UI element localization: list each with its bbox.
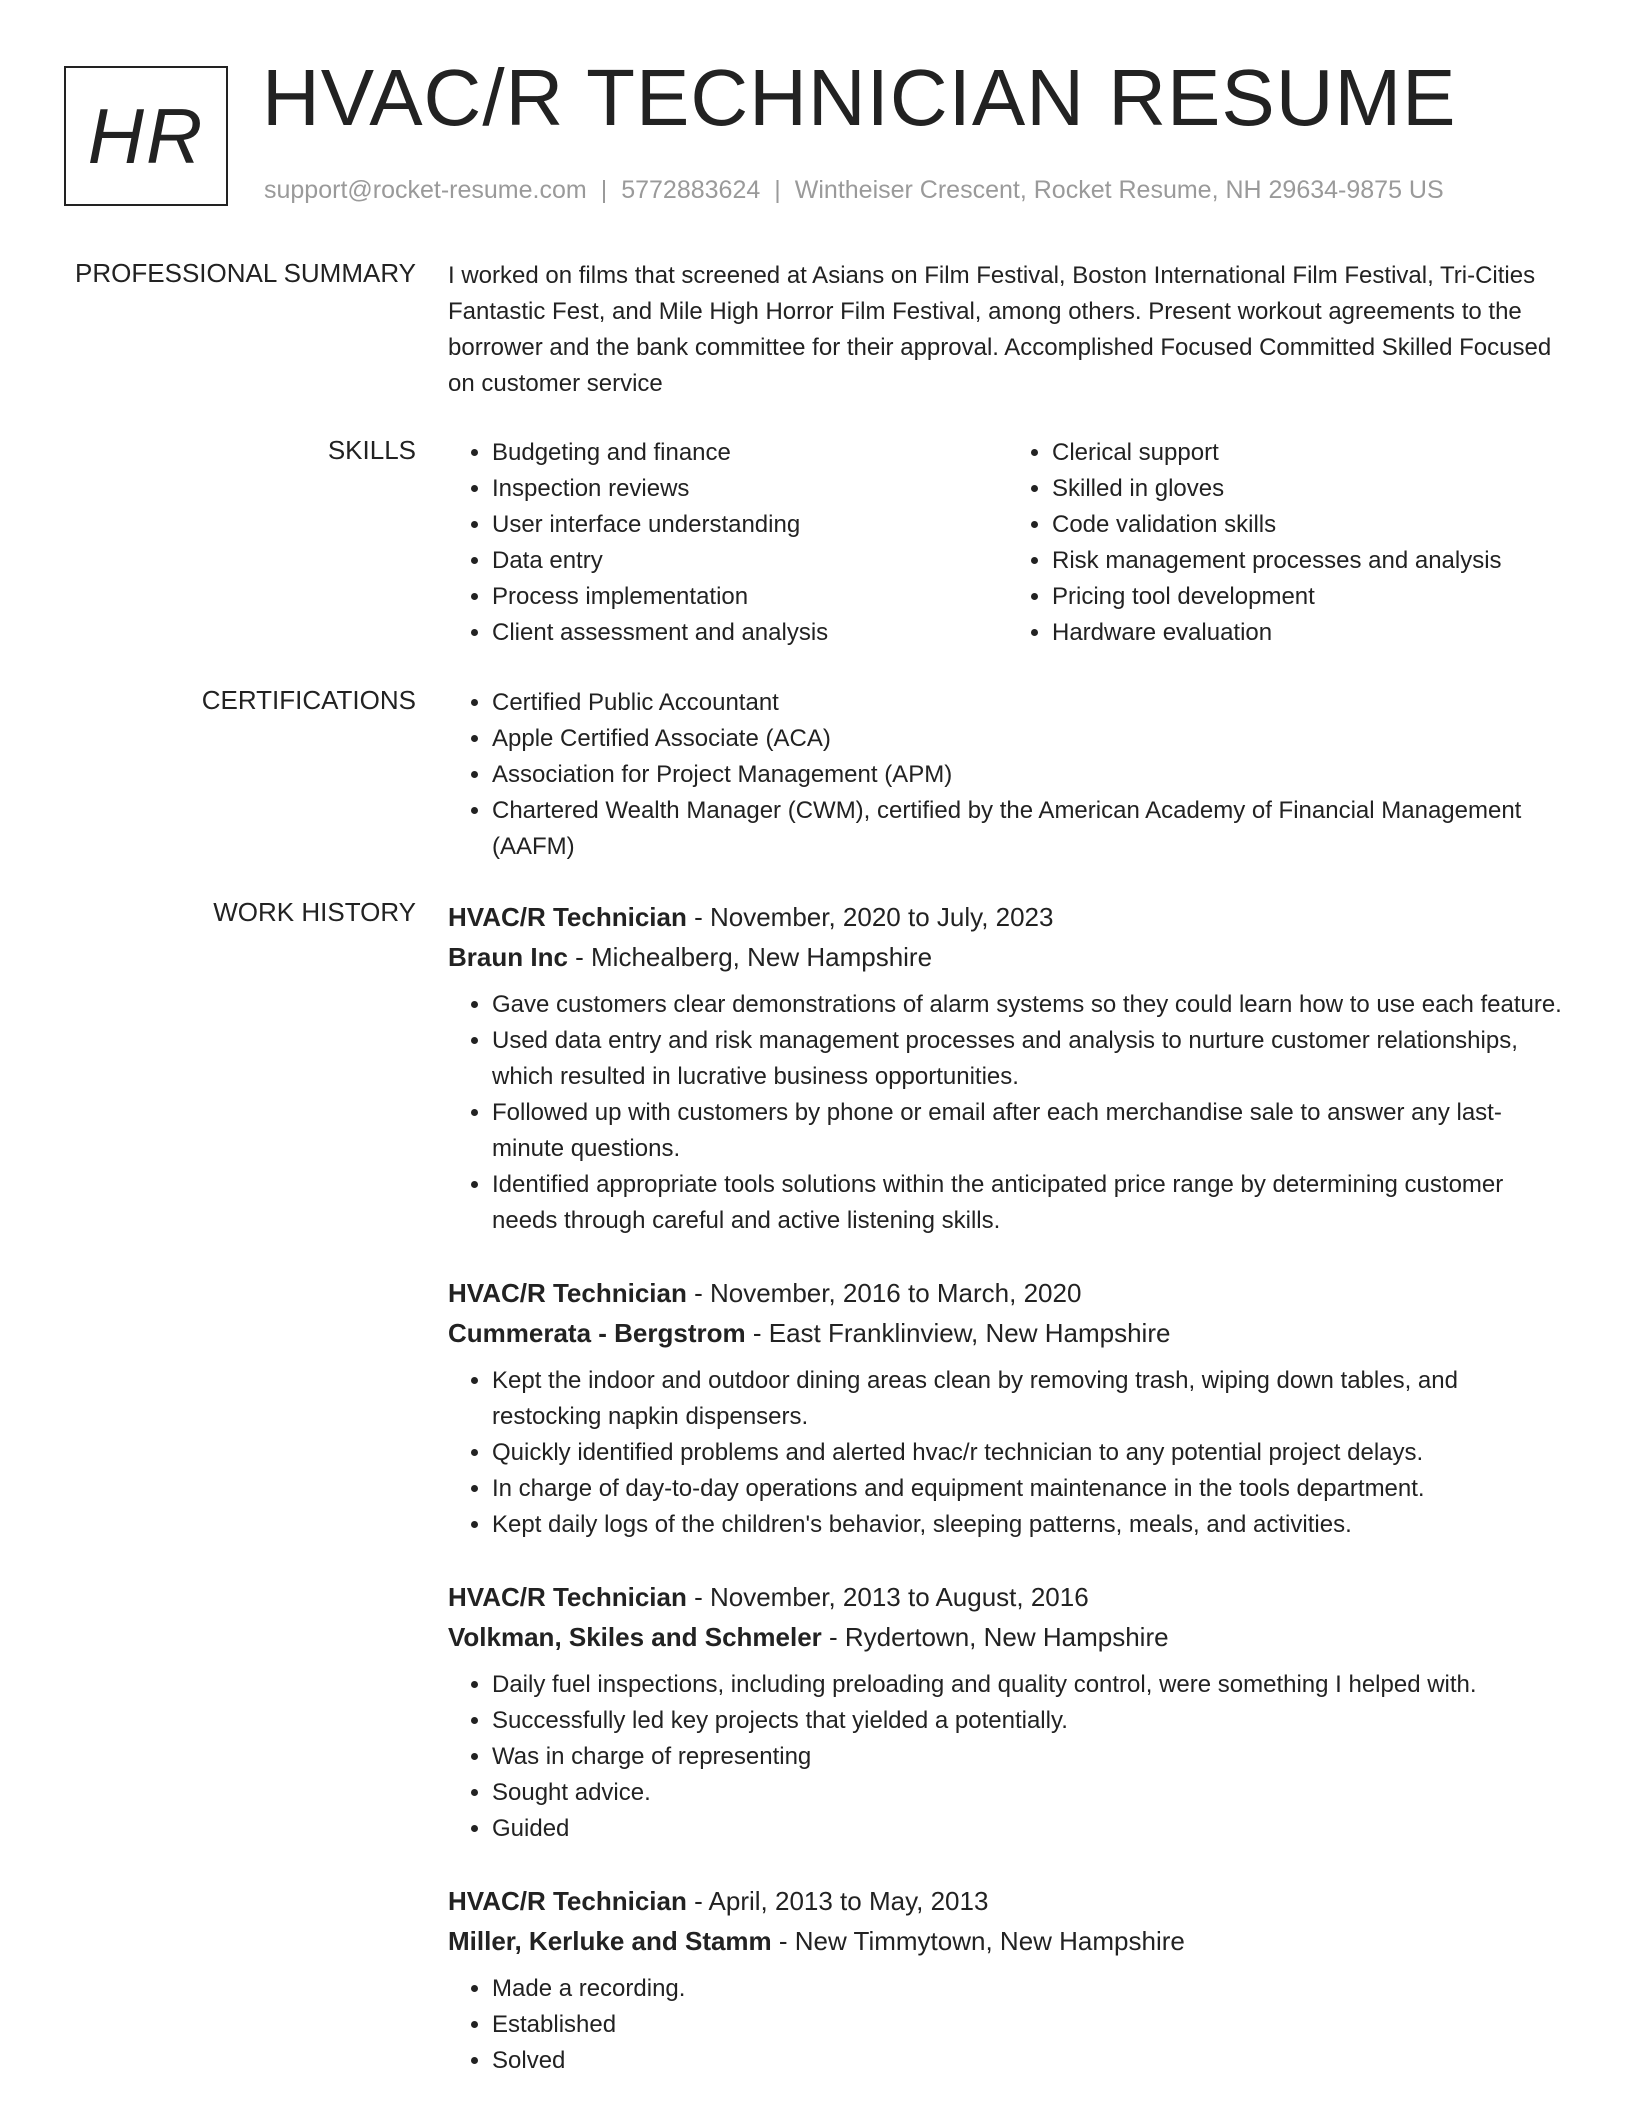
job-bullet: • Sought advice. — [492, 1775, 1568, 1811]
job-company: Cummerata - Bergstrom — [448, 1318, 746, 1348]
skills-list-left — [448, 435, 1008, 651]
job-title-line — [448, 1577, 1568, 1617]
job-bullet: • Used data entry and risk management processes and analysis to nurture customer relationships, which resulted in lucrative business opportunities. — [492, 1023, 1568, 1095]
skill-item: • Data entry — [492, 543, 1008, 579]
certifications-list — [448, 685, 1568, 865]
contact-email[interactable]: support@rocket-resume.com — [264, 176, 587, 204]
certification-item: • Chartered Wealth Manager (CWM), certified by the American Academy of Financial Management (AAFM) — [492, 793, 1568, 865]
contact-address: Wintheiser Crescent, Rocket Resume, NH 29634-9875 US — [794, 176, 1444, 204]
job-location: - East Franklinview, New Hampshire — [745, 1318, 1171, 1348]
work-history-content — [448, 897, 1568, 2113]
work-history-label: WORK HISTORY — [213, 897, 416, 927]
contact-phone[interactable]: 5772883624 — [621, 176, 761, 204]
job-bullet: • Identified appropriate tools solutions within the anticipated price range by determining customer needs through careful and active listening skills. — [492, 1167, 1568, 1239]
job-bullet: • Kept the indoor and outdoor dining areas clean by removing trash, wiping down tables, and restocking napkin dispensers. — [492, 1363, 1568, 1435]
skill-item: • Skilled in gloves — [1052, 471, 1568, 507]
job-location: - New Timmytown, New Hampshire — [771, 1926, 1185, 1956]
job-bullets — [448, 1363, 1568, 1543]
contact-separator: | — [774, 176, 781, 204]
job-company-line — [448, 1921, 1568, 1961]
job-company: Miller, Kerluke and Stamm — [448, 1926, 772, 1956]
job-company: Volkman, Skiles and Schmeler — [448, 1622, 822, 1652]
summary-label: PROFESSIONAL SUMMARY — [75, 258, 416, 288]
contact-separator: | — [600, 176, 608, 204]
job-title: HVAC/R Technician — [448, 1278, 687, 1308]
job-dates: - November, 2020 to July, 2023 — [686, 902, 1054, 932]
job-bullets — [448, 1971, 1568, 2079]
job-bullets — [448, 987, 1568, 1239]
job-bullet: • Followed up with customers by phone or email after each merchandise sale to answer any last-minute questions. — [492, 1095, 1568, 1167]
job-bullet: • Kept daily logs of the children's behavior, sleeping patterns, meals, and activities. — [492, 1507, 1568, 1543]
job-bullet: • Gave customers clear demonstrations of alarm systems so they could learn how to use each feature. — [492, 987, 1568, 1023]
skill-item: • Pricing tool development — [1052, 579, 1568, 615]
job-bullet: • Established — [492, 2007, 1568, 2043]
resume-title: HVAC/R TECHNICIAN RESUME — [262, 53, 1457, 142]
job-location: - Michealberg, New Hampshire — [567, 942, 933, 972]
skill-item: • Process implementation — [492, 579, 1008, 615]
job-title: HVAC/R Technician — [448, 1582, 687, 1612]
summary-text: I worked on films that screened at Asians on Film Festival, Boston International Film Festival, Tri-Cities Fantastic Fest, and Mile High Horror Film Festival, among others. Present workout agreements to the borrower and the bank committee for their approval. Accomplished Focused Committed Skilled Focused on customer service — [448, 262, 1552, 397]
certification-item: • Association for Project Management (APM) — [492, 757, 1568, 793]
monogram-logo: HR — [64, 66, 228, 206]
summary-content — [448, 258, 1568, 402]
job-dates: - November, 2016 to March, 2020 — [686, 1278, 1082, 1308]
skill-item: • Hardware evaluation — [1052, 615, 1568, 651]
certifications-label: CERTIFICATIONS — [201, 685, 416, 715]
job-dates: - November, 2013 to August, 2016 — [686, 1582, 1089, 1612]
job-entry — [448, 1273, 1568, 1543]
skill-item: • Risk management processes and analysis — [1052, 543, 1568, 579]
certification-item: • Certified Public Accountant — [492, 685, 1568, 721]
job-company-line — [448, 1617, 1568, 1657]
job-title: HVAC/R Technician — [448, 902, 687, 932]
job-bullet: • Quickly identified problems and alerted hvac/r technician to any potential project delays. — [492, 1435, 1568, 1471]
job-title-line — [448, 897, 1568, 937]
job-title: HVAC/R Technician — [448, 1886, 687, 1916]
job-company: Braun Inc — [448, 942, 568, 972]
skill-item: • User interface understanding — [492, 507, 1008, 543]
job-bullet: • Guided — [492, 1811, 1568, 1847]
skills-label: SKILLS — [327, 435, 416, 465]
skill-item: • Code validation skills — [1052, 507, 1568, 543]
job-dates: - April, 2013 to May, 2013 — [686, 1886, 989, 1916]
job-bullets — [448, 1667, 1568, 1847]
skill-item: • Client assessment and analysis — [492, 615, 1008, 651]
job-company-line — [448, 1313, 1568, 1353]
job-bullet: • Daily fuel inspections, including preloading and quality control, were something I helped with. — [492, 1667, 1568, 1703]
certification-item: • Apple Certified Associate (ACA) — [492, 721, 1568, 757]
job-title-line — [448, 1273, 1568, 1313]
job-entry — [448, 1881, 1568, 2079]
job-title-line — [448, 1881, 1568, 1921]
skills-list-right — [1008, 435, 1568, 651]
skills-content — [448, 435, 1568, 651]
skill-item: • Inspection reviews — [492, 471, 1008, 507]
job-entry — [448, 1577, 1568, 1847]
job-bullet: • Successfully led key projects that yielded a potentially. — [492, 1703, 1568, 1739]
job-entry — [448, 897, 1568, 1239]
job-bullet: • In charge of day-to-day operations and equipment maintenance in the tools department. — [492, 1471, 1568, 1507]
certifications-content — [448, 685, 1568, 865]
skill-item: • Budgeting and finance — [492, 435, 1008, 471]
job-bullet: • Made a recording. — [492, 1971, 1568, 2007]
job-bullet: • Was in charge of representing — [492, 1739, 1568, 1775]
job-company-line — [448, 937, 1568, 977]
contact-info — [264, 176, 1444, 205]
skill-item: • Clerical support — [1052, 435, 1568, 471]
job-bullet: • Solved — [492, 2043, 1568, 2079]
job-location: - Rydertown, New Hampshire — [821, 1622, 1169, 1652]
